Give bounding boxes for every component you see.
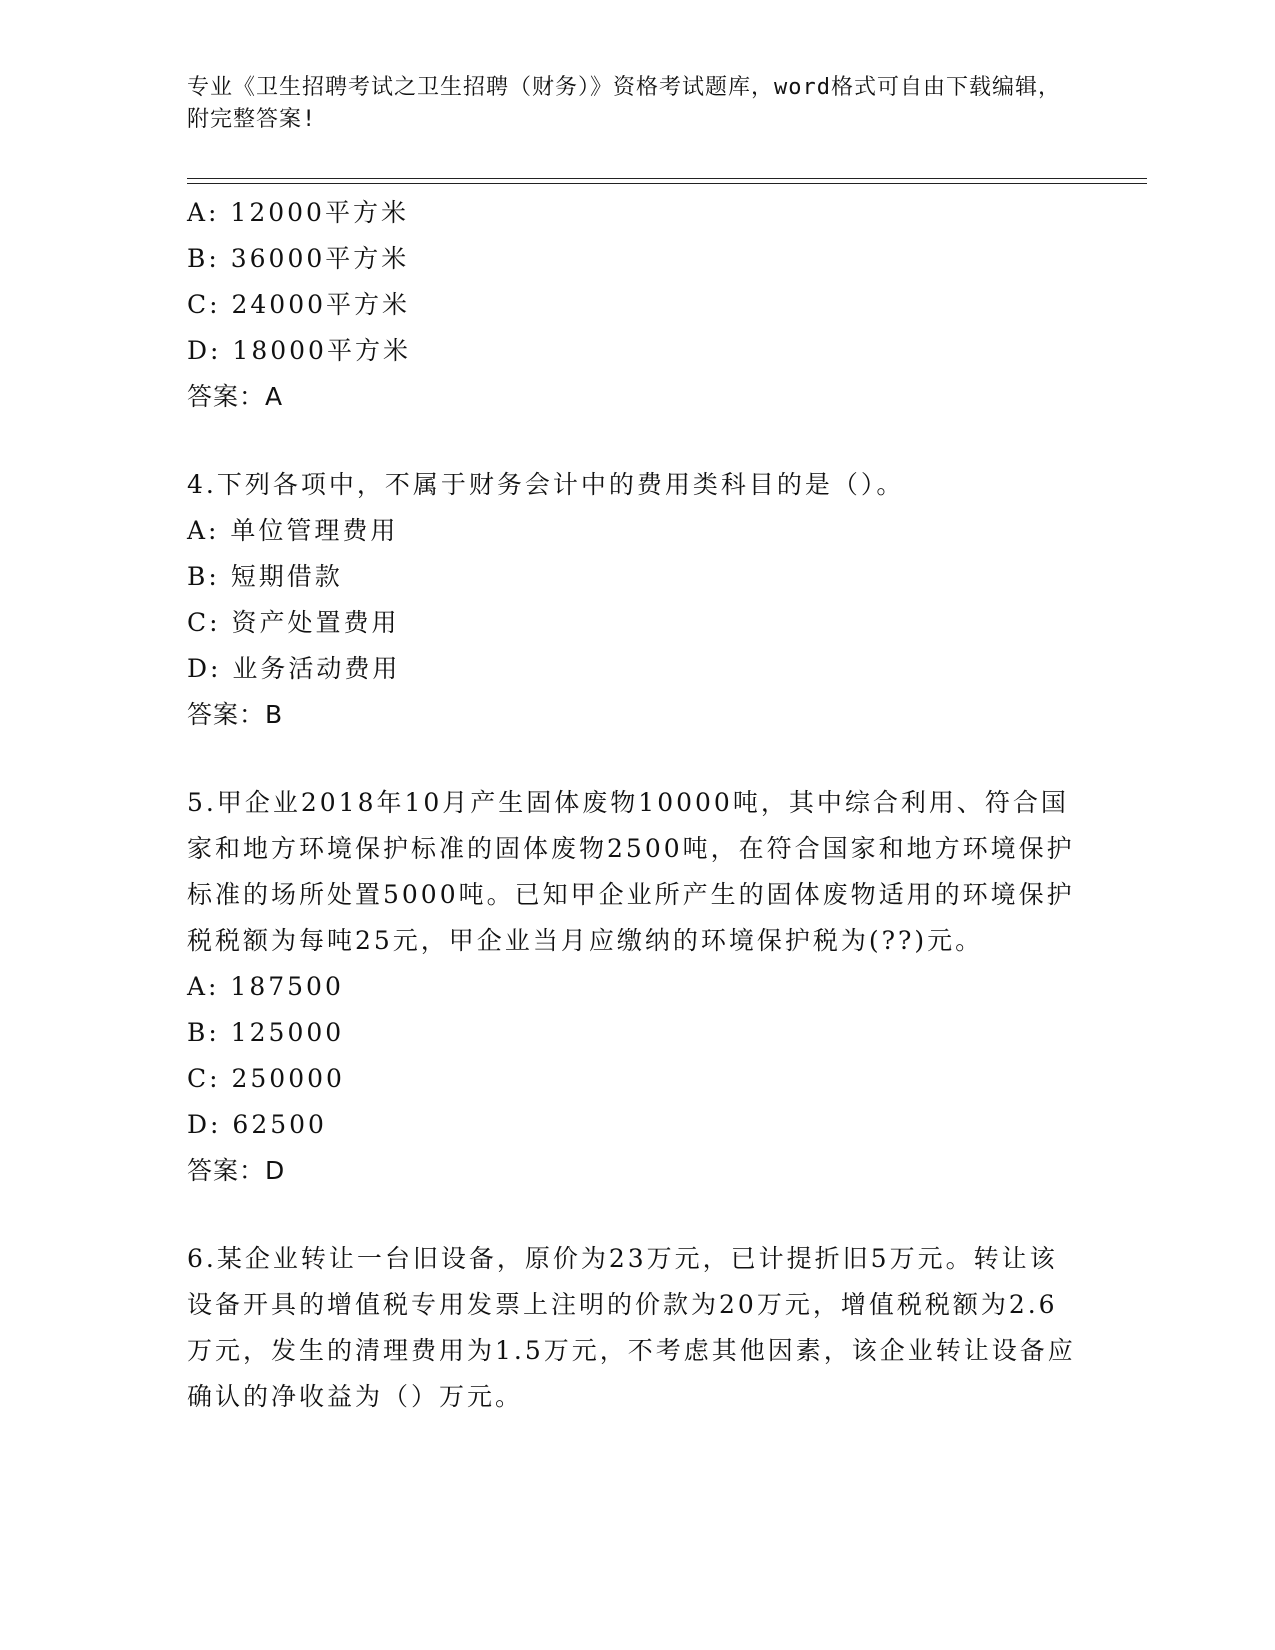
- document-header: [187, 72, 1067, 136]
- header-intro-text: 专业《卫生招聘考试之卫生招聘（财务）》资格考试题库，word格式可自由下载编辑，附完整答案!: [187, 75, 1061, 132]
- option-a: A: 单位管理费用: [187, 516, 399, 545]
- answer-line: 答案：A: [187, 382, 284, 411]
- option-c: C: 24000平方米: [187, 290, 411, 319]
- question-list: [187, 190, 1087, 1420]
- header-rule-top: [187, 178, 1147, 179]
- header-rule-bottom: [187, 183, 1147, 184]
- option-d: D: 18000平方米: [187, 336, 411, 365]
- question-stem: 4.下列各项中，不属于财务会计中的费用类科目的是（）。: [187, 470, 905, 499]
- answer-line: 答案：B: [187, 700, 284, 729]
- answer-line: 答案：D: [187, 1156, 286, 1185]
- option-b: B: 125000: [187, 1018, 345, 1047]
- option-c: C: 资产处置费用: [187, 608, 400, 637]
- question-stem: 5.甲企业2018年10月产生固体废物10000吨，其中综合利用、符合国家和地方环境保护标准的固体废物2500吨，在符合国家和地方环境保护标准的场所处置5000吨。已知甲企业所产生的固体废物适用的环境保护税税额为每吨25元，甲企业当月应缴纳的环境保护税为(??)元。: [187, 788, 1075, 955]
- question-3-block: [187, 190, 1087, 420]
- option-b: B: 短期借款: [187, 562, 343, 591]
- option-d: D: 62500: [187, 1110, 327, 1139]
- question-5-block: [187, 780, 1087, 1194]
- question-stem: 6.某企业转让一台旧设备，原价为23万元，已计提折旧5万元。转让该设备开具的增值税专用发票上注明的价款为20万元，增值税税额为2.6万元，发生的清理费用为1.5万元，不考虑其他因素，该企业转让设备应确认的净收益为（）万元。: [187, 1244, 1076, 1411]
- option-d: D: 业务活动费用: [187, 654, 401, 683]
- option-a: A: 187500: [187, 972, 344, 1001]
- option-b: B: 36000平方米: [187, 244, 410, 273]
- option-a: A: 12000平方米: [187, 198, 409, 227]
- question-4-block: [187, 462, 1087, 738]
- option-c: C: 250000: [187, 1064, 345, 1093]
- question-6-block: [187, 1236, 1087, 1420]
